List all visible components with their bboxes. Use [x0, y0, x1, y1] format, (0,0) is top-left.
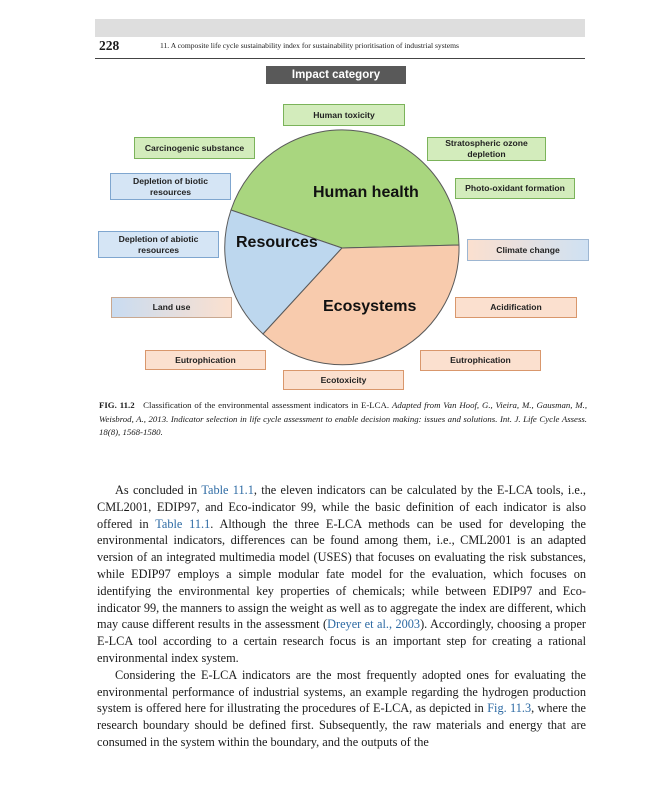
box-stratospheric-ozone [427, 137, 546, 161]
box-ecotoxicity: Ecotoxicity [283, 370, 404, 390]
box-depletion-abiotic-line2: resources [137, 244, 180, 255]
caption-source: Adapted from Van Hoof, G., Vieira, M., Gausman, M., Weisbrod, A., 2013. Indicator selection in life cycle assessment to enable decision making: issues and solutions. Int. J. Life Cycle Assess. 18(8), 1568-1580. [99, 400, 588, 437]
caption-text: Classification of the environmental assessment indicators in E-LCA. [143, 400, 390, 410]
box-land-use: Land use [111, 297, 232, 318]
link-dreyer-2003[interactable]: Dreyer et al., 2003 [327, 617, 421, 632]
caption-label: FIG. 11.2 [99, 400, 135, 410]
box-carcinogenic-substance: Carcinogenic substance [134, 137, 255, 159]
impact-category-title: Impact category [266, 66, 406, 84]
box-depletion-abiotic-line1: Depletion of abiotic [118, 233, 199, 244]
box-depletion-biotic-line1: Depletion of biotic [133, 175, 208, 186]
box-acidification: Acidification [455, 297, 577, 318]
box-depletion-biotic [110, 173, 231, 200]
box-stratospheric-ozone-line1: Stratospheric ozone [445, 138, 528, 149]
p2-text-b: , where the research boundary should be defined first. Subsequently, the raw materials and energy that are consumed in the system within the boundary, and the outputs of the [97, 701, 586, 749]
figure-caption [99, 399, 587, 440]
link-table-11-1-a[interactable]: Table 11.1 [201, 483, 254, 497]
paragraph-1 [97, 482, 586, 667]
link-table-11-1-b[interactable]: Table 11.1 [155, 516, 211, 531]
p2-text-a: Considering the E-LCA indicators are the most frequently adopted ones for evaluating the environmental performance of industrial systems, an example regarding the hydrogen production system is offered here for illustrating the procedures of E-LCA, as depicted in [97, 667, 586, 716]
p1-text-c: . Although the three E-LCA methods can be used for developing the environmental indicators, differences can be found among them, i.e., CML2001 is an adapted version of an integrated multimedia model (USES) that focuses on evaluating the risk substances, while EDIP97 employs a simple modular fate model for the evaluation, which focuses on identifying the environmental key properties of chemicals; while between EDIP97 and Eco-indicator 99, the manners to assign the weight as well as to aggregate the index are different, which may cause different results in the assessment ( [97, 516, 586, 632]
body-text [97, 482, 586, 751]
box-depletion-biotic-line2: resources [149, 186, 192, 197]
p1-text-a: As concluded in [115, 483, 202, 497]
p1-text-d: ). Accordingly, choosing a proper E-LCA tool according to a certain research focus is an important step for creating a rational environmental index system. [97, 617, 587, 665]
running-head: 11. A composite life cycle sustainability index for sustainability prioritisation of industrial systems [160, 41, 459, 50]
segment-label-ecosystems: Ecosystems [323, 298, 417, 315]
p1-text-b: , the eleven indicators can be calculated by the E-LCA tools, i.e., CML2001, EDIP97, and Eco-indicator 99, while the basic definition of each indicator is also offered in [97, 483, 586, 531]
box-climate-change: Climate change [467, 239, 589, 261]
segment-label-resources: Resources [236, 234, 318, 251]
box-depletion-abiotic [98, 231, 219, 258]
box-eutrophication-right: Eutrophication [420, 350, 541, 371]
segment-label-human-health: Human health [313, 184, 419, 201]
link-fig-11-3[interactable]: Fig. 11.3 [487, 701, 532, 716]
box-photo-oxidant: Photo-oxidant formation [455, 178, 575, 199]
box-stratospheric-ozone-line2: depletion [467, 149, 506, 159]
paragraph-2 [97, 667, 586, 751]
box-eutrophication-left: Eutrophication [145, 350, 266, 370]
box-human-toxicity: Human toxicity [283, 104, 405, 126]
page-number: 228 [99, 38, 120, 53]
